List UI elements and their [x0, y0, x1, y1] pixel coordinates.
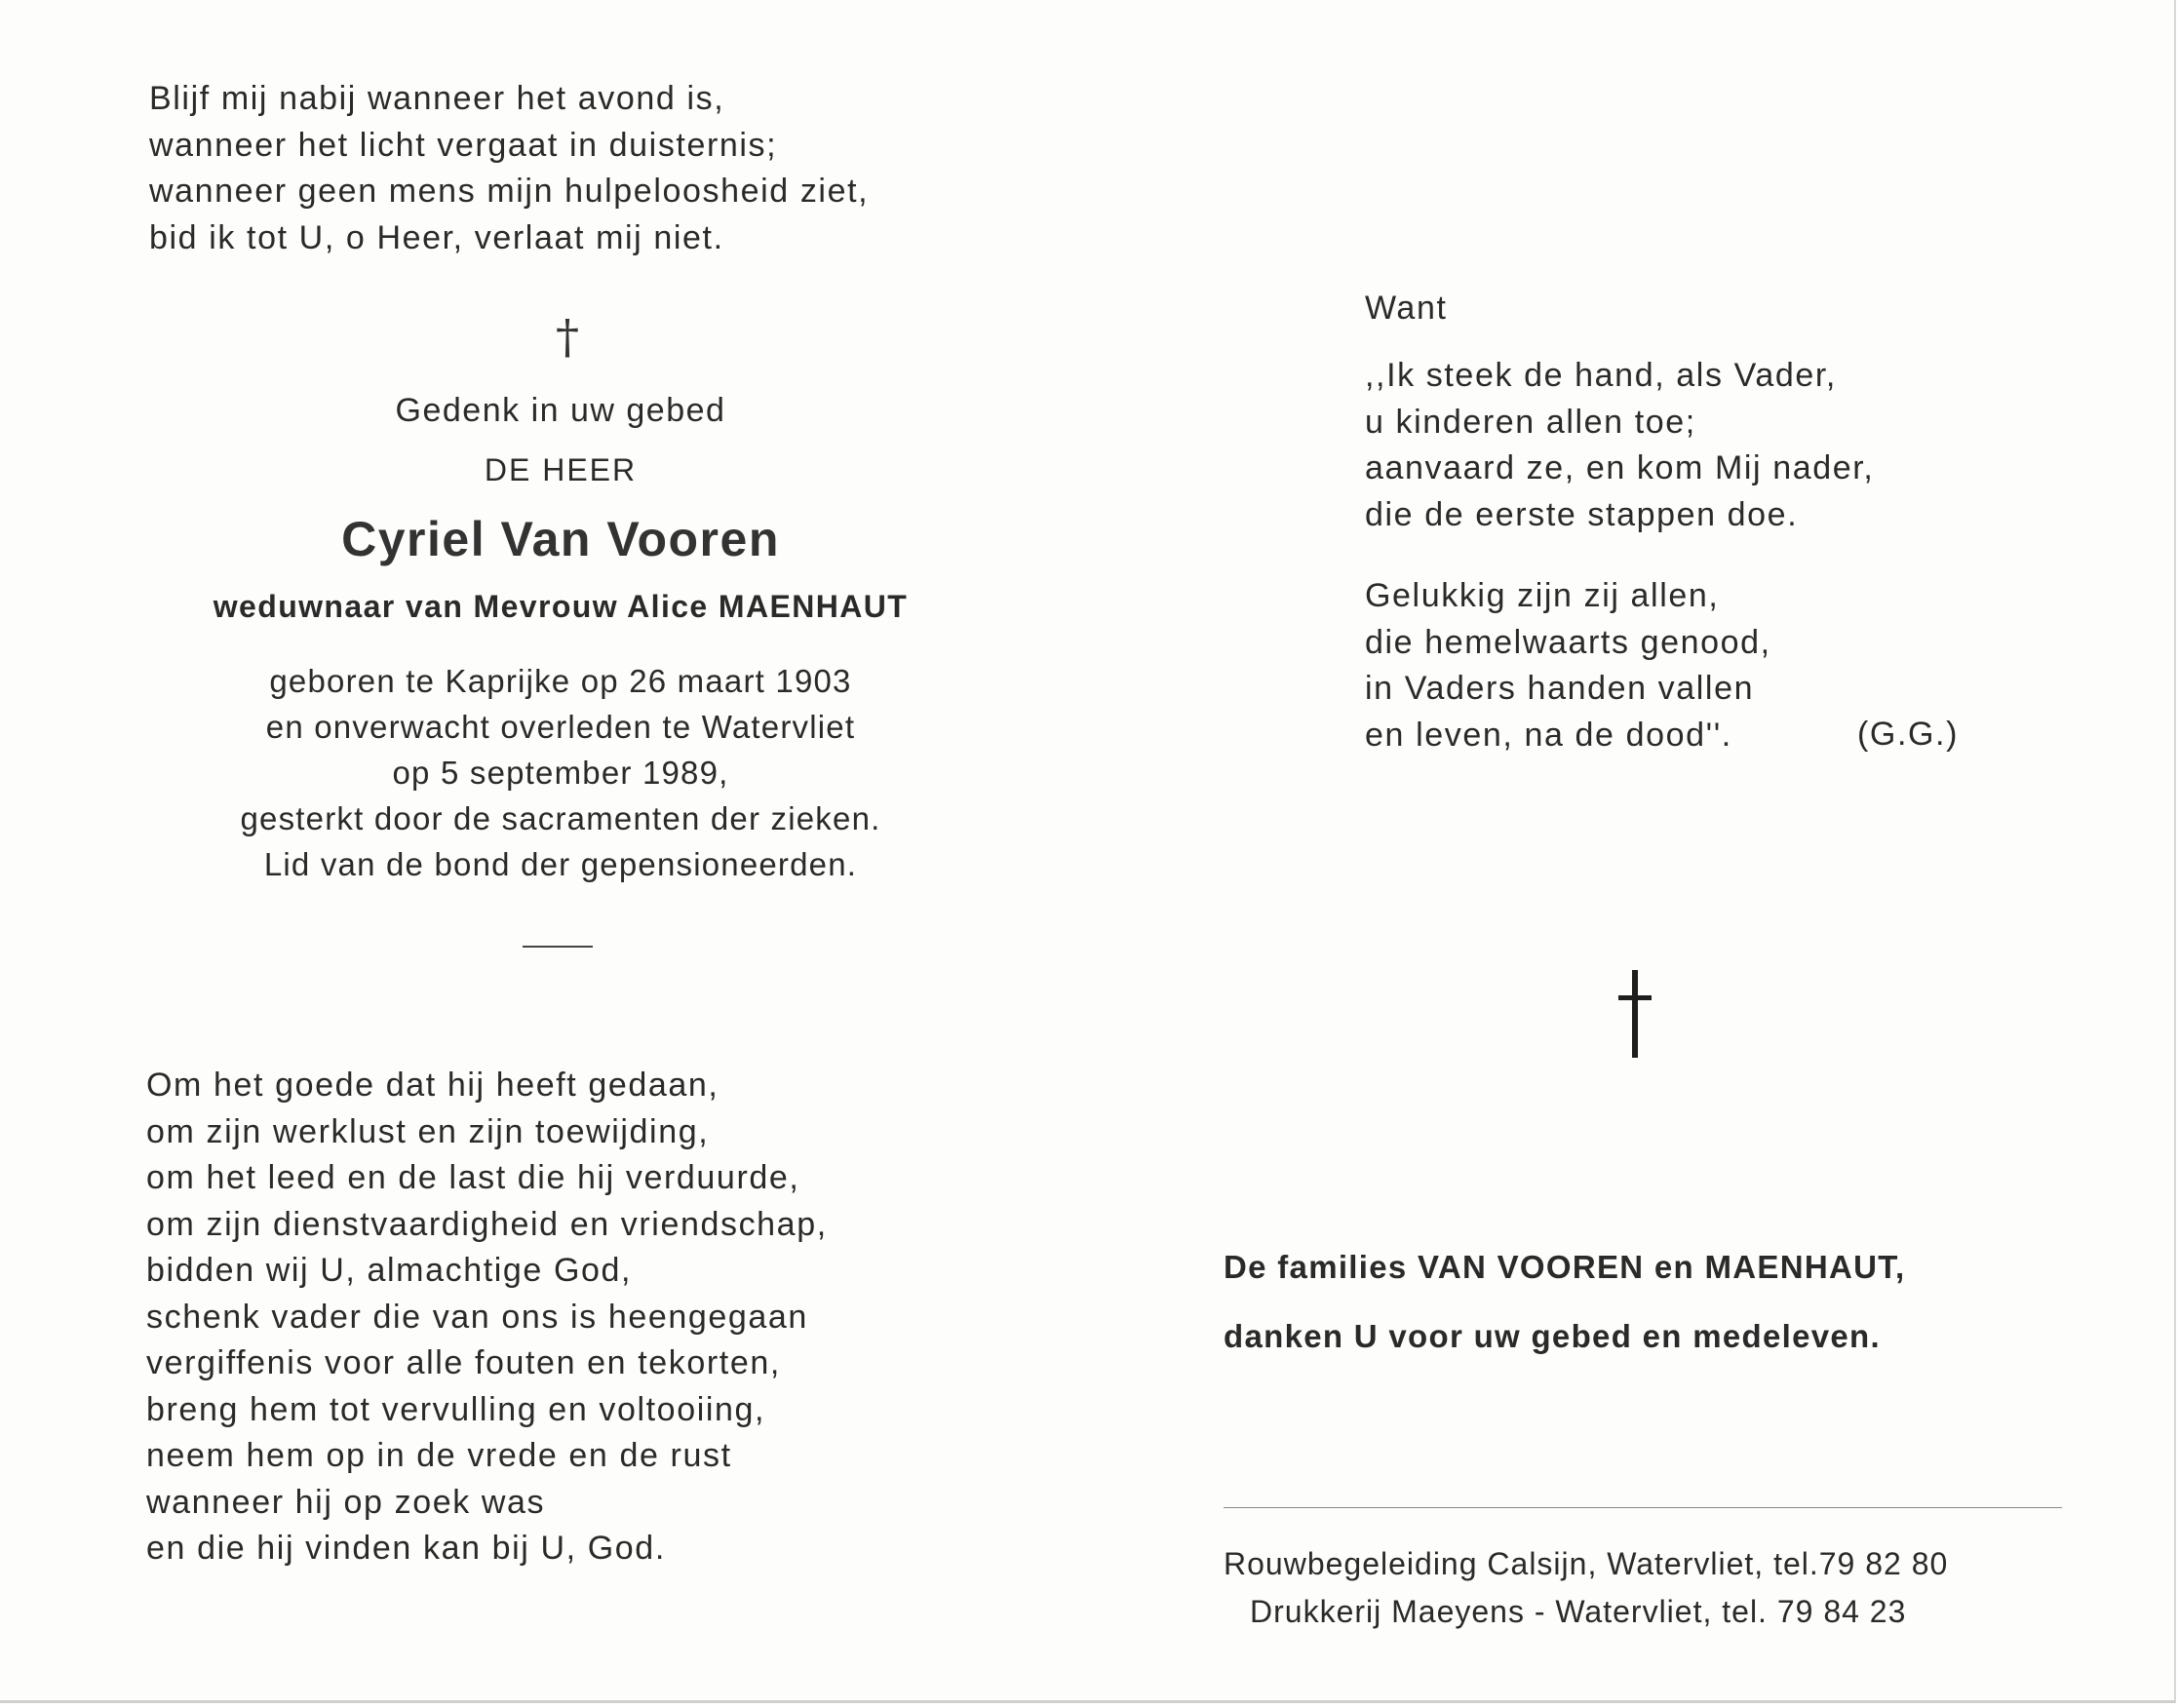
prayer-line: om zijn werklust en zijn toewijding, [146, 1112, 710, 1150]
life-details [146, 658, 975, 887]
right-poem-stanza-1 [1365, 353, 1874, 538]
stanza-line: u kinderen allen toe; [1365, 403, 1696, 441]
large-cross-icon [1618, 970, 1652, 1058]
prayer-line: om het leed en de last die hij verduurde, [146, 1159, 800, 1196]
stanza-line: ,,Ik steek de hand, als Vader, [1365, 357, 1837, 394]
detail-line: geboren te Kaprijke op 26 maart 1903 [269, 663, 852, 699]
poem-line: bid ik tot U, o Heer, verlaat mij niet. [149, 218, 724, 256]
stanza-line: Gelukkig zijn zij allen, [1365, 577, 1720, 614]
detail-line: en onverwacht overleden te Watervliet [265, 709, 856, 745]
poem-line: Blijf mij nabij wanneer het avond is, [149, 80, 725, 117]
family-thanks-line-1: De families VAN VOOREN en MAENHAUT, [1224, 1249, 1906, 1285]
family-thanks-line-2: danken U voor uw gebed en medeleven. [1224, 1318, 1881, 1354]
prayer-line: wanneer hij op zoek was [146, 1483, 546, 1521]
prayer [146, 1063, 828, 1572]
detail-line: gesterkt door de sacramenten der zieken. [240, 800, 881, 836]
stanza-line: aanvaard ze, en kom Mij nader, [1365, 449, 1875, 486]
prayer-line: bidden wij U, almachtige God, [146, 1252, 633, 1289]
stanza-line: die hemelwaarts genood, [1365, 623, 1771, 661]
printer-line-2: Drukkerij Maeyens - Watervliet, tel. 79 84 23 [1250, 1594, 1907, 1629]
prayer-line: Om het goede dat hij heeft gedaan, [146, 1067, 720, 1104]
printer-line-1: Rouwbegeleiding Calsijn, Watervliet, tel.79 82 80 [1224, 1546, 1949, 1581]
prayer-line: en die hij vinden kan bij U, God. [146, 1530, 666, 1567]
opening-poem [149, 76, 869, 261]
printer-rule [1224, 1507, 2062, 1508]
poem-line: wanneer het licht vergaat in duisternis; [149, 126, 778, 164]
prayer-line: om zijn dienstvaardigheid en vriendschap, [146, 1205, 828, 1243]
stanza-line: die de eerste stappen doe. [1365, 495, 1799, 533]
right-poem-intro: Want [1365, 290, 1448, 327]
cross-icon: † [556, 310, 579, 365]
detail-line: op 5 september 1989, [392, 755, 729, 791]
prayer-line: schenk vader die van ons is heengegaan [146, 1298, 808, 1336]
remembrance-intro: Gedenk in uw gebed [395, 392, 726, 429]
right-poem-stanza-2 [1365, 573, 1771, 758]
stanza-line: in Vaders handen vallen [1365, 670, 1755, 707]
deceased-name: Cyriel Van Vooren [341, 512, 780, 566]
prayer-line: neem hem op in de vrede en de rust [146, 1437, 732, 1474]
prayer-line: vergiffenis voor alle fouten en tekorten, [146, 1344, 781, 1381]
prayer-line: breng hem tot vervulling en voltooiing, [146, 1390, 766, 1428]
poem-line: wanneer geen mens mijn hulpeloosheid ziet, [149, 173, 870, 210]
honorific: DE HEER [484, 452, 638, 487]
poem-attribution: (G.G.) [1857, 716, 1960, 753]
spouse-line: weduwnaar van Mevrouw Alice MAENHAUT [213, 589, 909, 624]
divider [523, 946, 593, 948]
stanza-line: en leven, na de dood''. [1365, 716, 1732, 754]
detail-line: Lid van de bond der gepensioneerden. [263, 846, 858, 882]
